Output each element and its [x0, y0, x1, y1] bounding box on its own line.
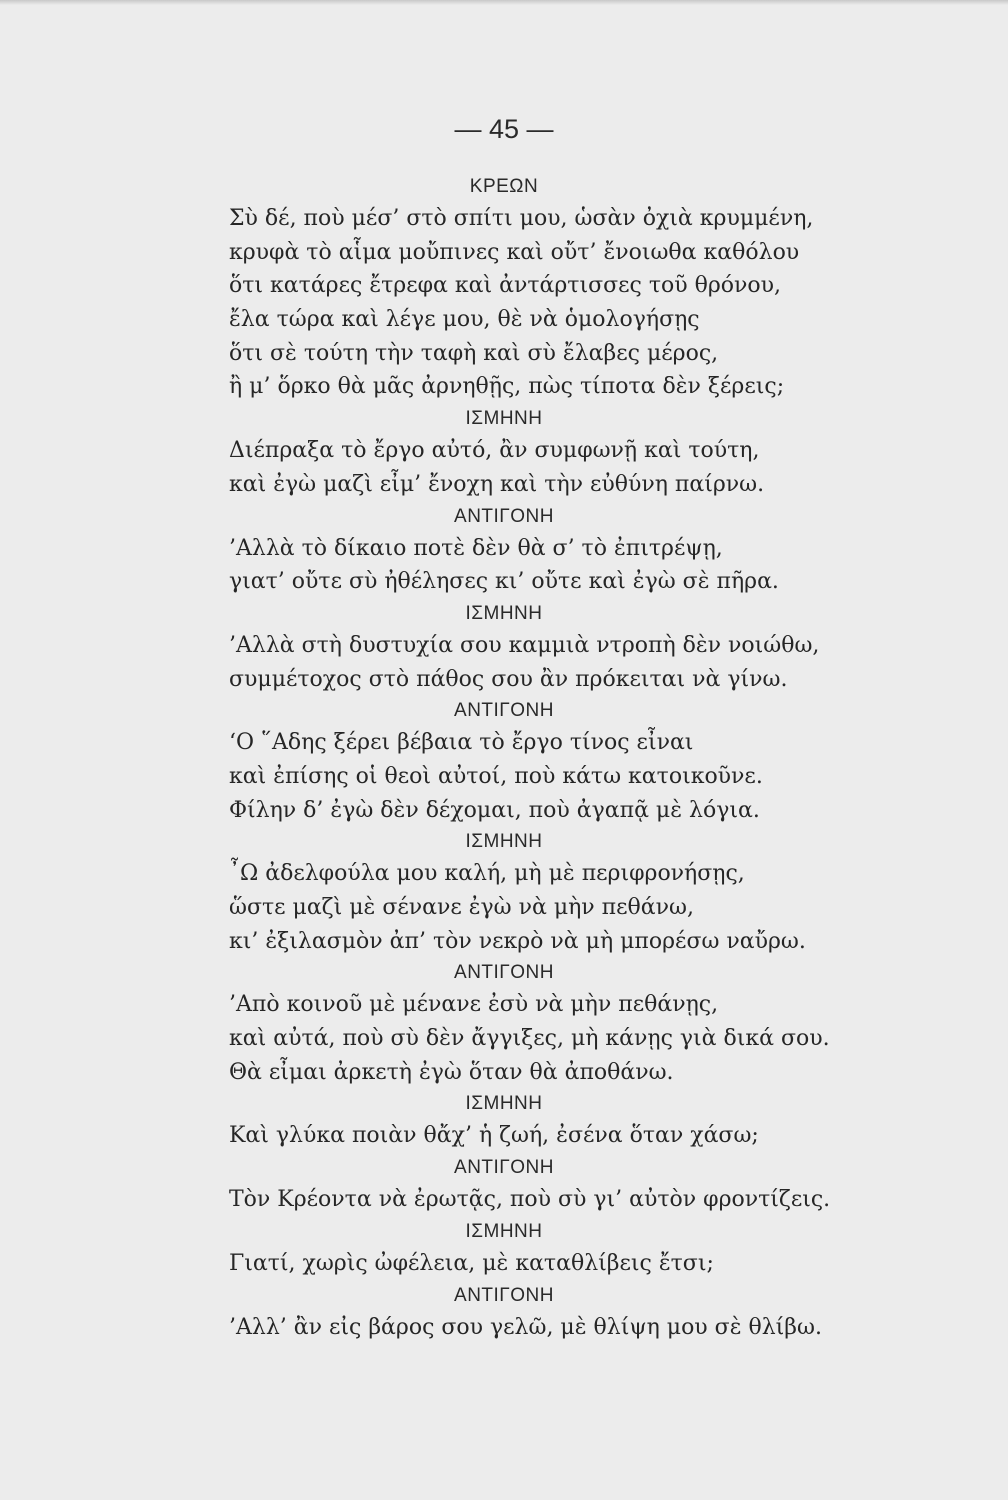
speaker-name: ΚΡΕΩΝ	[469, 176, 539, 197]
verse-line: ὅτι σὲ τούτη τὴν ταφὴ καὶ σὺ ἔλαβες μέρος,	[229, 340, 719, 366]
play-text	[0, 172, 1008, 1344]
verse-line: ‘Ο ῞Αδης ξέρει βέβαια τὸ ἔργο τίνος εἶναι	[229, 730, 694, 756]
verse-line: συμμέτοχος στὸ πάθος σου ἂν πρόκειται νὰ γίνω.	[229, 666, 788, 692]
dialogue-block	[0, 404, 1008, 501]
verse-line: ἔλα τώρα καὶ λέγε μου, θὲ νὰ ὁμολογήσῃς	[229, 307, 700, 333]
speaker-name: ΑΝΤΙΓΟΝΗ	[454, 700, 554, 722]
verse-line: καὶ ἐπίσης οἱ θεοὶ αὐτοί, ποὺ κάτω κατοικοῦνε.	[229, 763, 763, 789]
verse-line: ’Αλλ’ ἂν εἰς βάρος σου γελῶ, μὲ θλίψη μου σὲ θλίβω.	[229, 1314, 822, 1340]
speaker-name: ΙΣΜΗΝΗ	[465, 408, 543, 430]
page-number: — 45 —	[454, 114, 554, 144]
verse-line: Φίλην δ’ ἐγὼ δὲν δέχομαι, ποὺ ἀγαπᾷ μὲ λόγια.	[229, 797, 760, 823]
dialogue-block	[0, 599, 1008, 696]
dialogue-block	[0, 502, 1008, 599]
dialogue-block	[0, 958, 1008, 1089]
verse-line: ’Αλλὰ τὸ δίκαιο ποτὲ δὲν θὰ σ’ τὸ ἐπιτρέψῃ,	[229, 535, 723, 561]
dialogue-block	[0, 1281, 1008, 1345]
dialogue-block	[0, 172, 1008, 404]
verse-line: κι’ ἐξιλασμὸν ἀπ’ τὸν νεκρὸ νὰ μὴ μπορέσω ναὔρω.	[229, 928, 806, 954]
verse-line: ὅτι κατάρες ἔτρεφα καὶ ἀντάρτισσες τοῦ θρόνου,	[229, 273, 782, 299]
verse-line: καὶ ἐγὼ μαζὶ εἶμ’ ἔνοχη καὶ τὴν εὐθύνη παίρνω.	[229, 471, 765, 497]
verse-line: καὶ αὐτά, ποὺ σὺ δὲν ἄγγιξες, μὴ κάνῃς γιὰ δικά σου.	[229, 1026, 830, 1052]
speaker-name: ΙΣΜΗΝΗ	[465, 1093, 543, 1115]
verse-line: Καὶ γλύκα ποιὰν θἄχ’ ἡ ζωή, ἐσένα ὅταν χάσω;	[229, 1123, 759, 1149]
verse-line: Θὰ εἶμαι ἀρκετὴ ἐγὼ ὅταν θὰ ἀποθάνω.	[229, 1059, 674, 1085]
verse-line: κρυφὰ τὸ αἷμα μοὔπινες καὶ οὔτ’ ἔνοιωθα καθόλου	[229, 239, 800, 265]
speaker-name: ΙΣΜΗΝΗ	[465, 602, 543, 624]
verse-line: Σὺ δέ, ποὺ μέσ’ στὸ σπίτι μου, ὡσὰν ὀχιὰ κρυμμένη,	[229, 206, 814, 231]
verse-line: ὥστε μαζὶ μὲ σένανε ἐγὼ νὰ μὴν πεθάνω,	[229, 895, 694, 920]
speaker-name: ΑΝΤΙΓΟΝΗ	[454, 505, 554, 527]
verse-line: γιατ’ οὔτε σὺ ἠθέλησες κι’ οὔτε καὶ ἐγὼ σὲ πῆρα.	[229, 569, 779, 595]
speaker-name: ΑΝΤΙΓΟΝΗ	[454, 1157, 554, 1179]
verse-line: Γιατί, χωρὶς ὠφέλεια, μὲ καταθλίβεις ἔτσι;	[229, 1250, 714, 1276]
dialogue-block	[0, 827, 1008, 958]
verse-line: Τὸν Κρέοντα νὰ ἐρωτᾷς, ποὺ σὺ γι’ αὐτὸν φροντίζεις.	[229, 1187, 831, 1213]
verse-line: ’Απὸ κοινοῦ μὲ μένανε ἐσὺ νὰ μὴν πεθάνῃς,	[229, 992, 719, 1018]
speaker-name: ΙΣΜΗΝΗ	[465, 831, 543, 853]
speaker-name: ΑΝΤΙΓΟΝΗ	[454, 1284, 554, 1306]
verse-line: ’Αλλὰ στὴ δυστυχία σου καμμιὰ ντροπὴ δὲν νοιώθω,	[229, 632, 820, 658]
dialogue-block	[0, 1153, 1008, 1217]
dialogue-block	[0, 696, 1008, 827]
verse-line: ἢ μ’ ὅρκο θὰ μᾶς ἀρνηθῇς, πὼς τίποτα δὲν ξέρεις;	[229, 374, 785, 400]
verse-line: ῏Ω ἀδελφούλα μου καλή, μὴ μὲ περιφρονήσῃς,	[229, 861, 745, 887]
speaker-name: ΑΝΤΙΓΟΝΗ	[454, 962, 554, 984]
page-top-edge	[0, 0, 1008, 5]
verse-line: Διέπραξα τὸ ἔργο αὐτό, ἂν συμφωνῇ καὶ τούτη,	[229, 438, 760, 464]
dialogue-block	[0, 1217, 1008, 1281]
speaker-name: ΙΣΜΗΝΗ	[465, 1220, 543, 1242]
dialogue-block	[0, 1089, 1008, 1153]
